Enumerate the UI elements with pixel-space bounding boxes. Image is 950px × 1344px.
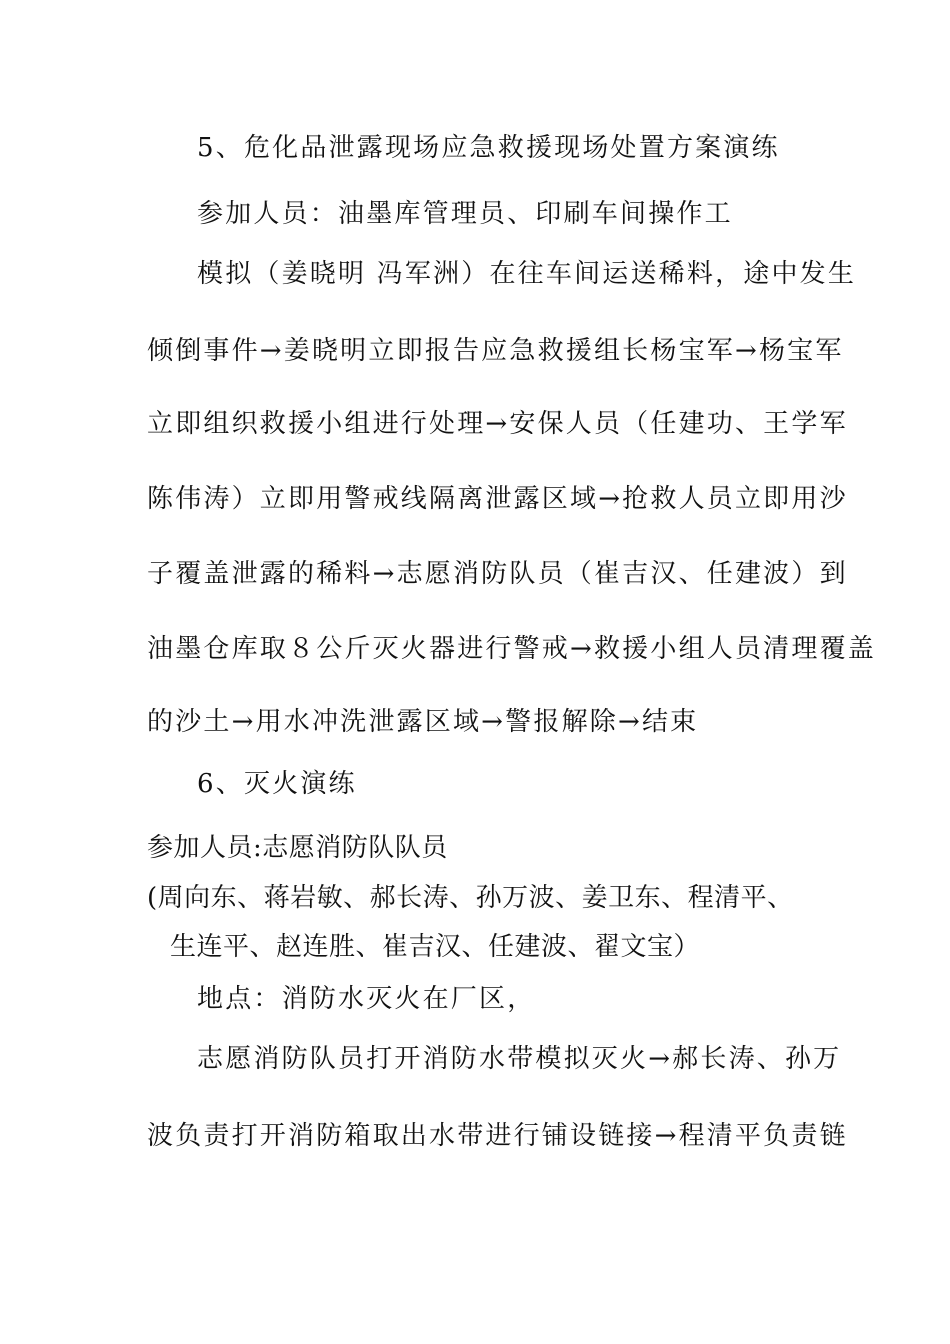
section-6-body-line: 志愿消防队员打开消防水带模拟灭火→郝长涛、孙万 <box>197 1044 842 1074</box>
section-6-location: 地点：消防水灭火在厂区， <box>197 984 536 1014</box>
section-5-body-line: 陈伟涛）立即用警戒线隔离泄露区域→抢救人员立即用沙 <box>147 484 848 514</box>
section-6-participants: 参加人员:志愿消防队队员 <box>147 833 448 863</box>
section-5-body-line: 立即组织救援小组进行处理→安保人员（任建功、王学军 <box>147 409 848 439</box>
section-6-members-line: 生连平、赵连胜、崔吉汉、任建波、翟文宝） <box>170 932 701 962</box>
section-5-heading: 5、危化品泄露现场应急救援现场处置方案演练 <box>197 133 780 163</box>
section-6-members-line: (周向东、蒋岩敏、郝长涛、孙万波、姜卫东、程清平、 <box>147 883 794 913</box>
section-5-body-line: 油墨仓库取８公斤灭火器进行警戒→救援小组人员清理覆盖 <box>147 634 876 664</box>
section-5-body-line: 的沙土→用水冲洗泄露区域→警报解除→结束 <box>147 707 699 737</box>
section-6-heading: 6、灭火演练 <box>197 769 357 799</box>
section-5-participants: 参加人员：油墨库管理员、印刷车间操作工 <box>197 199 733 229</box>
section-5-body-line: 倾倒事件→姜晓明立即报告应急救援组长杨宝军→杨宝军 <box>147 336 844 366</box>
section-5-body-line: 子覆盖泄露的稀料→志愿消防队员（崔吉汉、任建波）到 <box>147 559 848 589</box>
section-6-body-line: 波负责打开消防箱取出水带进行铺设链接→程清平负责链 <box>147 1121 848 1151</box>
section-5-body-line: 模拟（姜晓明 冯军洲）在往车间运送稀料，途中发生 <box>197 259 857 289</box>
